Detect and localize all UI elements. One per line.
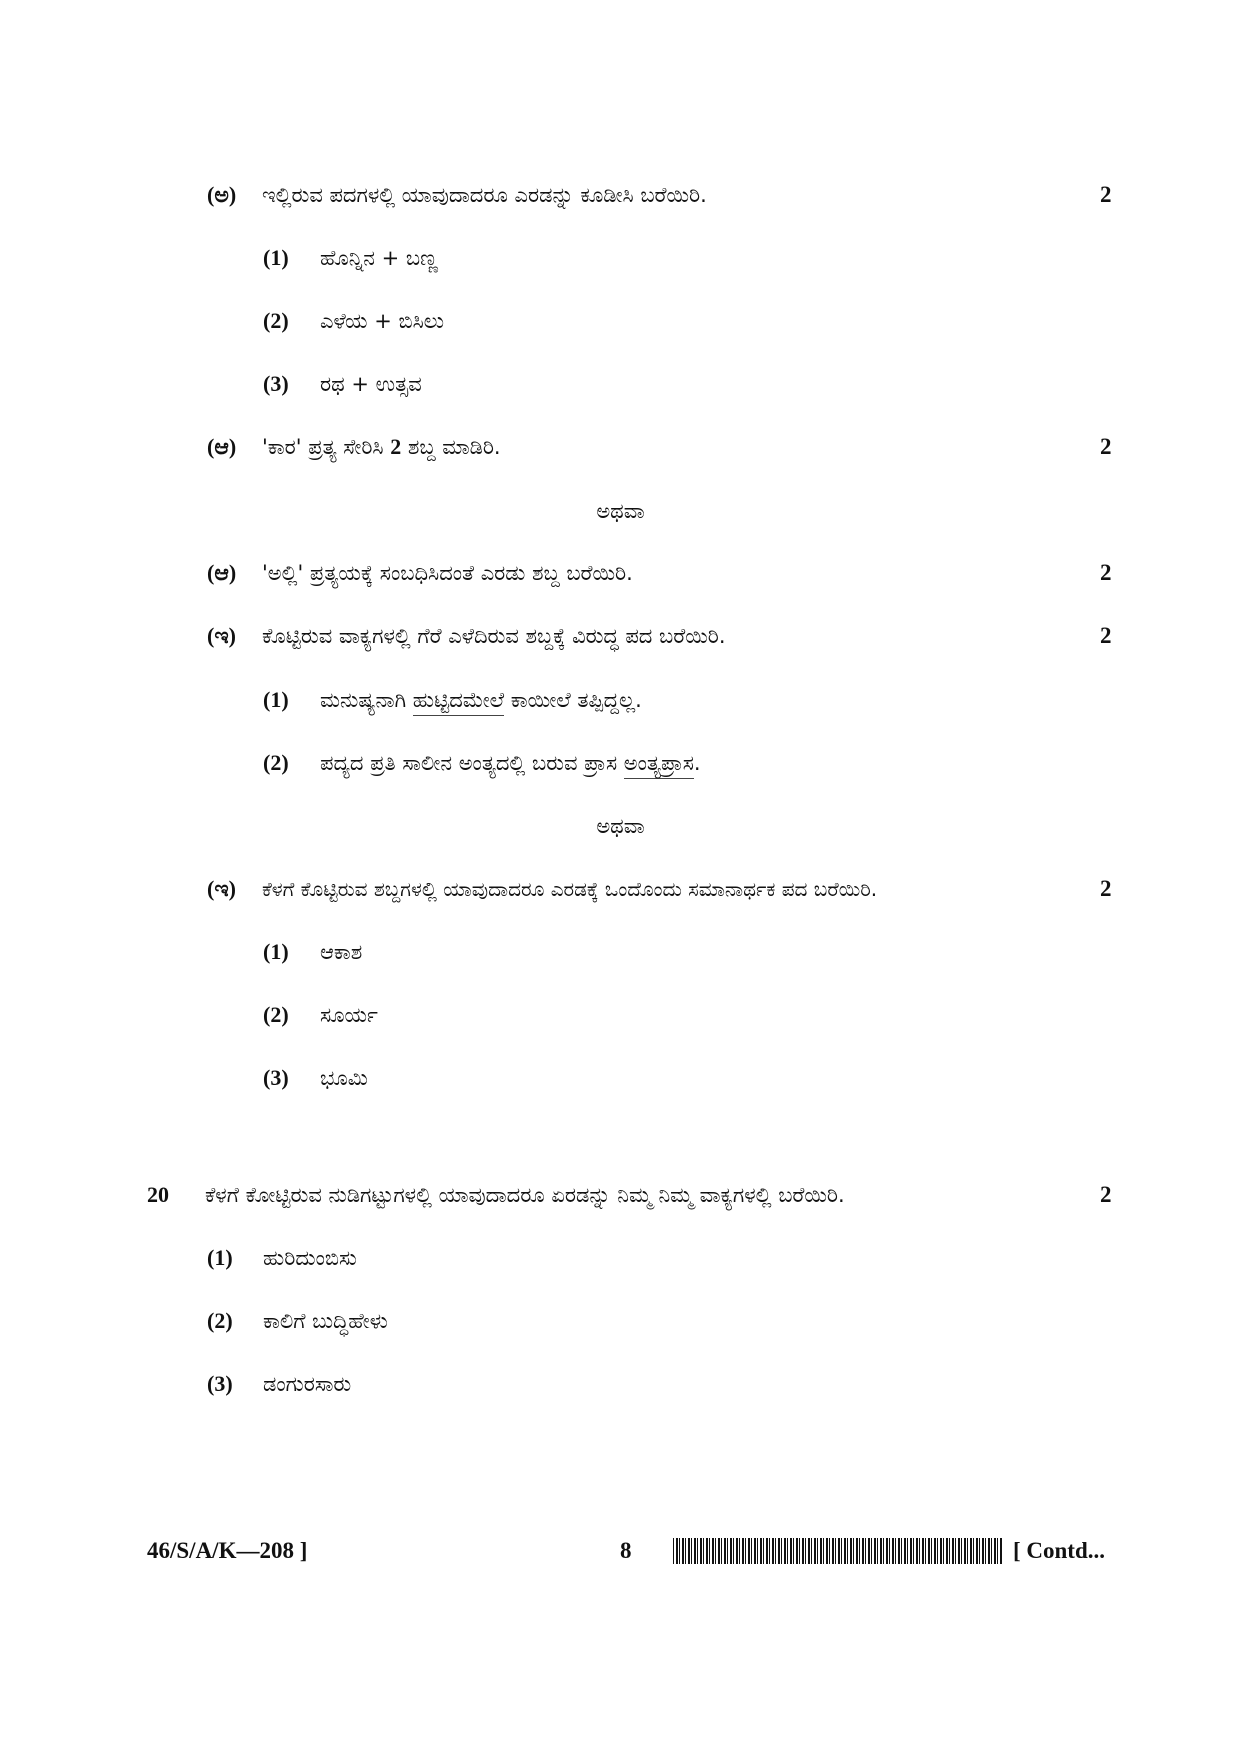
item-number: (1) (263, 687, 289, 712)
item-text-part: ಪದ್ಯದ ಪ್ರತಿ ಸಾಲೀನ ಅಂತ್ಯದಲ್ಲಿ ಬರುವ ಪ್ರಾಸ (320, 751, 624, 775)
page-number: 8 (620, 1538, 632, 1563)
item-text (320, 685, 642, 715)
paper-code: 46/S/A/K—208 ] (147, 1538, 308, 1563)
question-text: ಕೆಳಗೆ ಕೊಟ್ಟಿರುವ ಶಬ್ದಗಳಲ್ಲಿ ಯಾವುದಾದರೂ ಎರಡಕ್ಕೆ ಒಂದೊಂದು ಸಮಾನಾರ್ಥಕ ಪದ ಬರೆಯಿರಿ. (262, 877, 878, 901)
item-text: ಆಕಾಶ (320, 940, 363, 964)
item-number: (3) (207, 1371, 233, 1396)
question-text: 'ಅಲ್ಲಿ' ಪ್ರತ್ಯಯಕ್ಕೆ ಸಂಬಧಿಸಿದಂತೆ ಎರಡು ಶಬ್ದ ಬರೆಯಿರಿ. (262, 561, 633, 585)
item-text: ಎಳೆಯ + ಬಿಸಿಲು (320, 309, 445, 333)
item-text-part: ಕಾಯೀಲೆ ತಪ್ಪಿದ್ದಲ್ಲ. (504, 688, 642, 712)
item-text: ಹೊನ್ನಿನ + ಬಣ್ಣ (320, 246, 438, 270)
question-label: (ಆ) (207, 560, 237, 585)
item-text-part: ಮನುಷ್ಯನಾಗಿ (320, 688, 413, 712)
question-label: (ಆ) (207, 434, 237, 459)
item-text: ಕಾಲಿಗೆ ಬುದ್ಧಿಹೇಳು (263, 1309, 388, 1333)
question-text: ಇಲ್ಲಿರುವ ಪದಗಳಲ್ಲಿ ಯಾವುದಾದರೂ ಎರಡನ್ನು ಕೂಡೀಸಿ ಬರೆಯಿರಿ. (262, 183, 707, 207)
item-number: (2) (207, 1308, 233, 1333)
underlined-word: ಅಂತ್ಯಪ್ರಾಸ (624, 751, 694, 779)
marks: 2 (1100, 434, 1112, 459)
item-number: (2) (263, 1002, 289, 1027)
underlined-word: ಹುಟ್ಟಿದಮೇಲೆ (413, 688, 504, 716)
marks: 2 (1100, 182, 1112, 207)
barcode (673, 1538, 1003, 1564)
question-text (262, 432, 501, 462)
question-text-part: 'ಕಾರ' ಪ್ರತ್ಯ ಸೇರಿಸಿ (262, 435, 391, 459)
marks: 2 (1100, 1182, 1112, 1207)
question-text-part: ಶಬ್ದ ಮಾಡಿರಿ. (401, 435, 501, 459)
marks: 2 (1100, 623, 1112, 648)
question-label: (ಇ) (207, 876, 236, 901)
item-number: (1) (207, 1245, 233, 1270)
item-number: (2) (263, 308, 289, 333)
or-separator: ಅಥವಾ (596, 814, 645, 838)
item-number: (1) (263, 939, 289, 964)
item-number: (3) (263, 371, 289, 396)
item-number: (2) (263, 750, 289, 775)
item-text: ರಥ + ಉತ್ಸವ (320, 372, 422, 396)
item-number: (1) (263, 245, 289, 270)
question-number: 20 (147, 1182, 169, 1207)
marks: 2 (1100, 560, 1112, 585)
question-label: (ಅ) (207, 182, 237, 207)
item-text: ಸೂರ್ಯ (320, 1003, 378, 1027)
item-text: ಡಂಗುರಸಾರು (263, 1372, 352, 1396)
marks: 2 (1100, 876, 1112, 901)
question-label: (ಇ) (207, 623, 236, 648)
item-text-part: . (693, 751, 701, 775)
item-number: (3) (263, 1065, 289, 1090)
question-text: ಕೊಟ್ಟಿರುವ ವಾಕ್ಯಗಳಲ್ಲಿ ಗೆರೆ ಎಳೆದಿರುವ ಶಬ್ದಕ್ಕೆ ವಿರುದ್ಧ ಪದ ಬರೆಯಿರಿ. (262, 624, 726, 648)
item-text: ಭೂಮಿ (320, 1066, 368, 1090)
item-text: ಹುರಿದುಂಬಿಸು (263, 1246, 357, 1270)
question-number-inline: 2 (390, 434, 402, 459)
continued-label: [ Contd... (1013, 1538, 1106, 1563)
or-separator: ಅಥವಾ (596, 499, 645, 523)
question-text: ಕೆಳಗೆ ಕೋಟ್ಟಿರುವ ನುಡಿಗಟ್ಟುಗಳಲ್ಲಿ ಯಾವುದಾದರೂ ಏರಡನ್ನು ನಿಮ್ಮ ನಿಮ್ಮ ವಾಕ್ಯಗಳಲ್ಲಿ ಬರೆಯಿರಿ. (205, 1183, 845, 1207)
item-text (320, 748, 701, 778)
